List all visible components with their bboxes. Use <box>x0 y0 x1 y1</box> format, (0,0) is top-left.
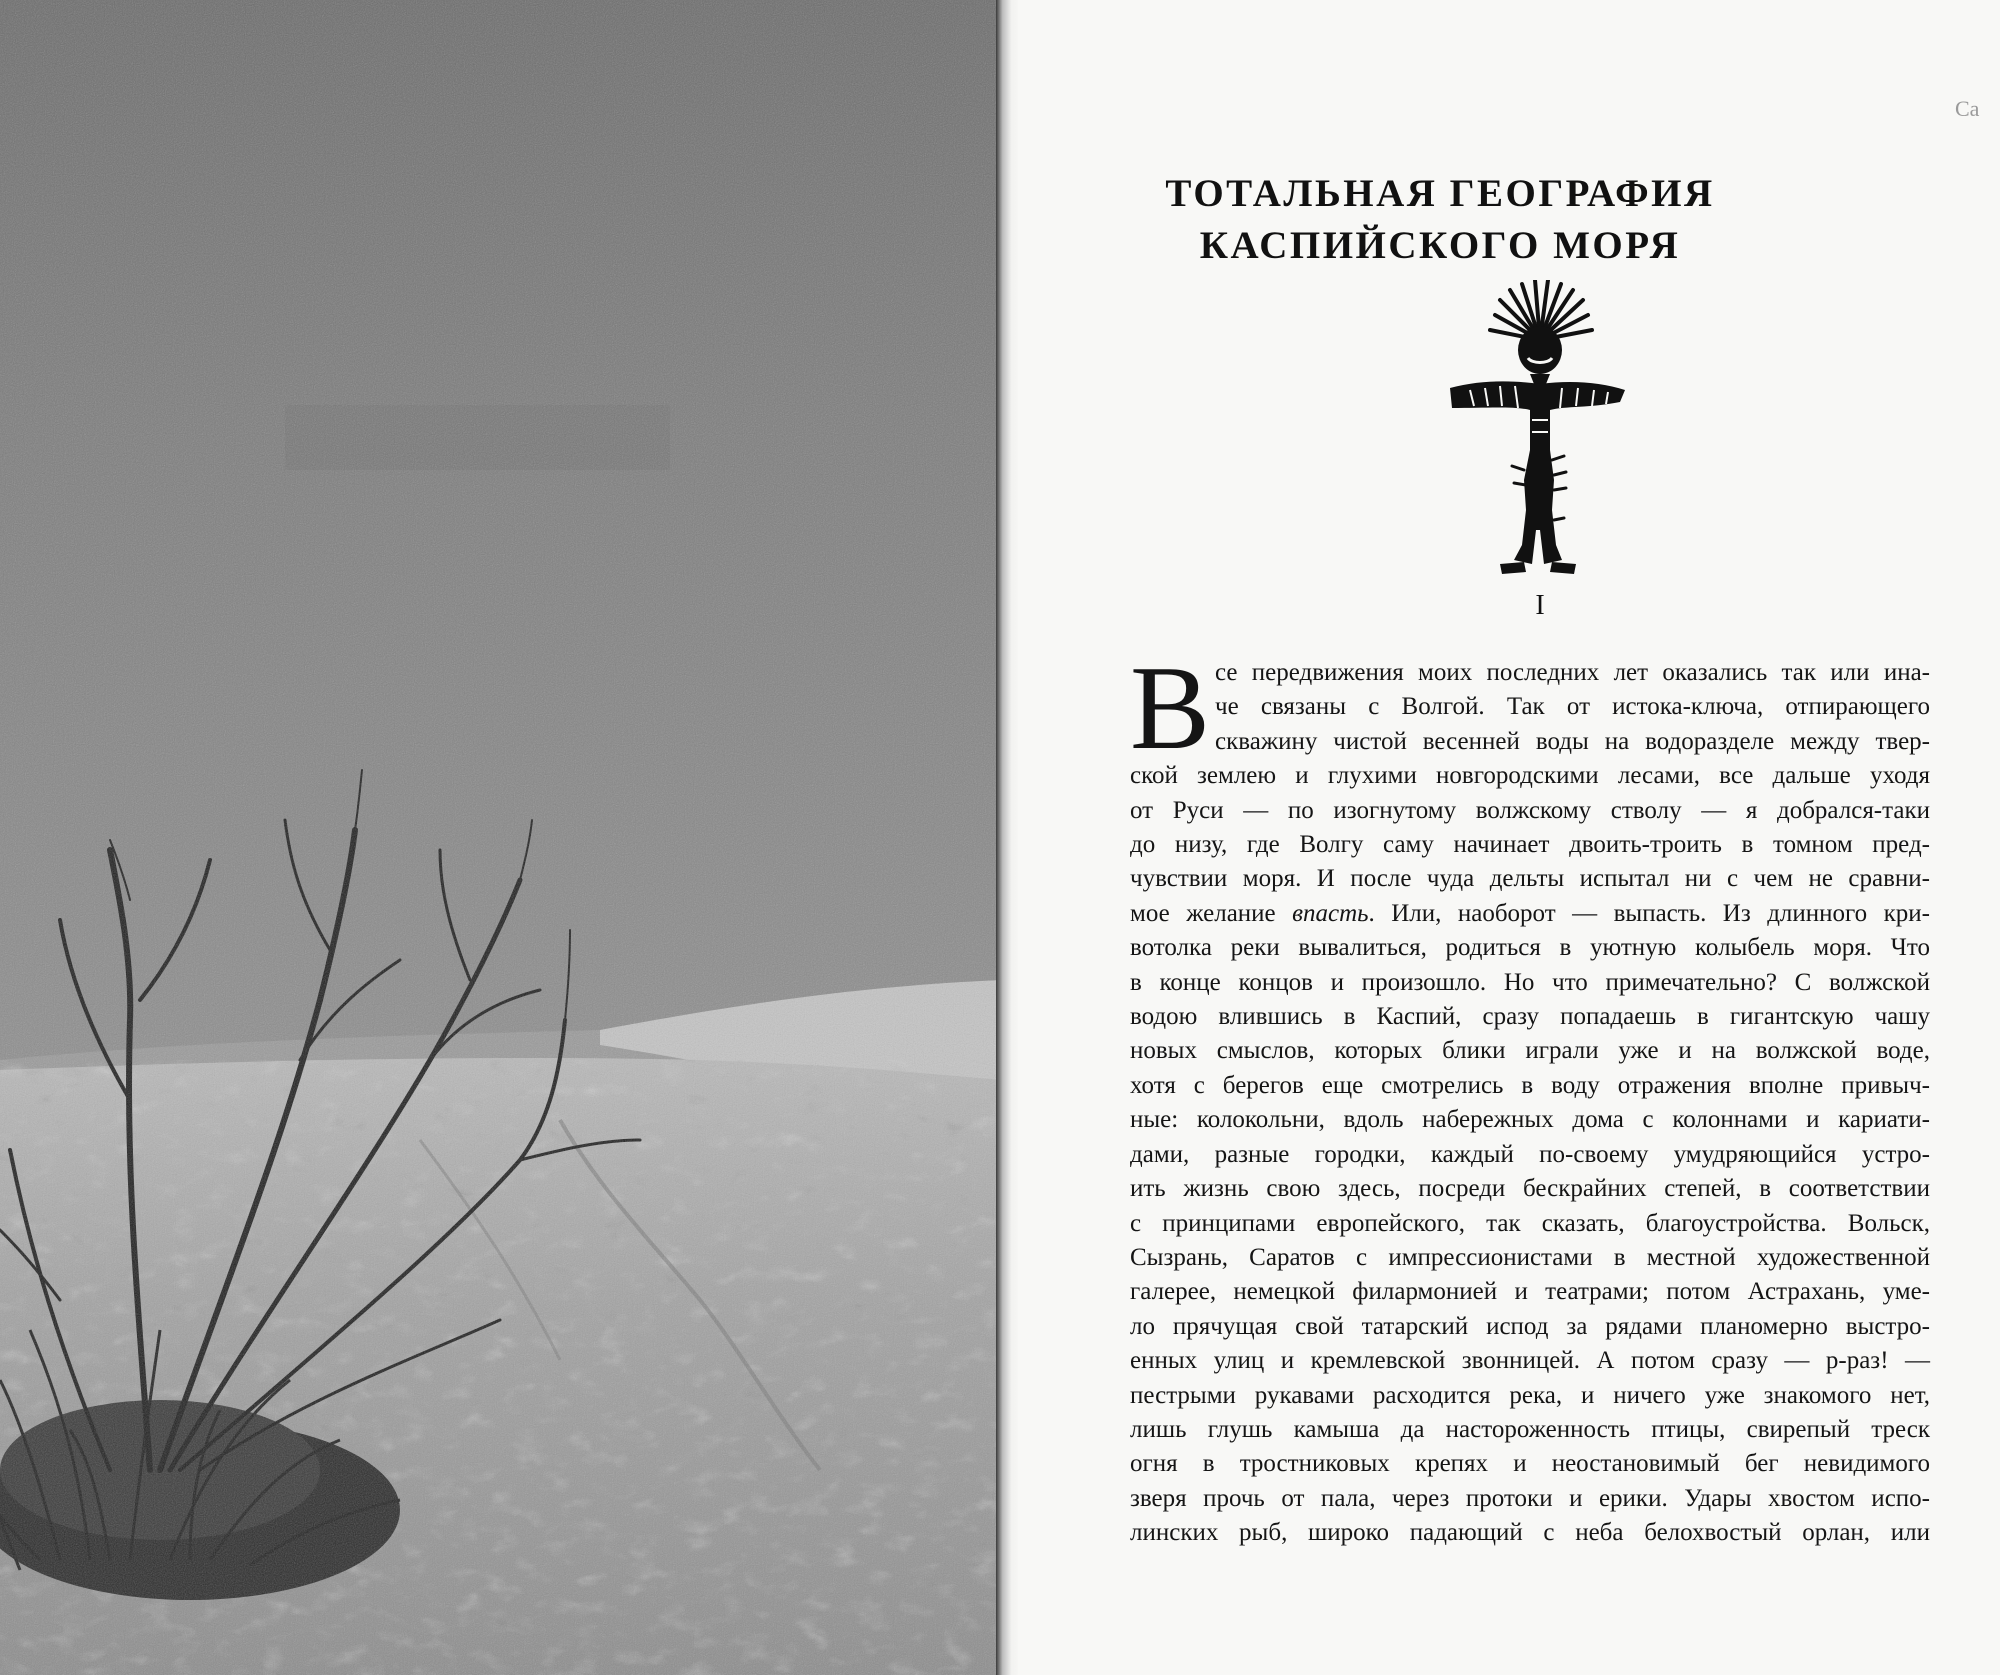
text-line: ло прячущая свой татарский испод за рядами планомерно выстро- <box>1130 1312 1930 1340</box>
text-line: енных улиц и кремлевской звонницей. А потом сразу — р-раз! — <box>1130 1347 1930 1375</box>
text-line: галерее, немецкой филармонией и театрами; потом Астрахань, уме- <box>1130 1278 1930 1306</box>
text-line: ить жизнь свою здесь, посреди бескрайних степей, в соответствии <box>1130 1175 1930 1203</box>
text-line: пестрыми рукавами расходится река, и ничего уже знакомого нет, <box>1130 1381 1930 1409</box>
text-line <box>1130 897 1930 931</box>
drop-cap-letter: В <box>1130 641 1211 774</box>
text-line: огня в тростниковых крепях и неостановимый бег невидимого <box>1130 1450 1930 1478</box>
text-line: чувствии моря. И после чуда дельты испытал ни с чем не сравни- <box>1130 865 1930 893</box>
text-line: ской землею и глухими новгородскими лесами, все дальше уходя <box>1130 762 1930 790</box>
text-line: се передвижения моих последних лет оказались так или ина- <box>1215 659 1930 686</box>
text-line: водою влившись в Каспий, сразу попадаешь в гигантскую чашу <box>1130 1003 1930 1031</box>
text-line: ные: колокольни, вдоль набережных дома с колоннами и кариати- <box>1130 1106 1930 1134</box>
text-line: Сызрань, Саратов с импрессионистами в местной художественной <box>1130 1243 1930 1271</box>
petroglyph-figure-illustration <box>1440 280 1640 600</box>
text-line: лишь глушь камыша да настороженность птицы, свирепый треск <box>1130 1415 1930 1443</box>
text-line: дами, разные городки, каждый по-своему умудряющийся устро- <box>1130 1140 1930 1168</box>
text-line-part: . Или, наоборот — выпасть. Из длинного кри- <box>1368 899 1930 927</box>
body-text <box>1130 641 1930 1551</box>
chapter-number: I <box>1535 590 1545 621</box>
text-line: до низу, где Волгу саму начинает двоить-троить в томном пред- <box>1130 831 1930 859</box>
page-gutter <box>996 0 1018 1675</box>
text-line: скважину чистой весенней воды на водоразделе между твер- <box>1215 727 1930 755</box>
text-line: че связаны с Волгой. Так от истока-ключа, отпирающего <box>1215 693 1930 721</box>
text-line: в конце концов и произошло. Но что примечательно? С волжской <box>1130 968 1930 996</box>
text-line: линских рыб, широко падающий с неба белохвостый орлан, или <box>1130 1519 1930 1547</box>
text-line: с принципами европейского, так сказать, благоустройства. Вольск, <box>1130 1209 1930 1237</box>
text-line: от Руси — по изогнутому волжскому стволу — я добрался-таки <box>1130 796 1930 824</box>
text-line-part: мое желание <box>1130 899 1293 927</box>
text-line: новых смыслов, которых блики играли уже и на волжской воде, <box>1130 1037 1930 1065</box>
page-title-line-1: ТОТАЛЬНАЯ ГЕОГРАФИЯ <box>1165 172 1715 215</box>
text-line: хотя с берегов еще смотрелись в воду отражения вполне привыч- <box>1130 1071 1930 1099</box>
text-line: вотолка реки вывалиться, родиться в уютную колыбель моря. Что <box>1130 934 1930 962</box>
emphasized-word: впасть <box>1292 899 1369 927</box>
text-line: зверя прочь от пала, через протоки и ерики. Удары хвостом испо- <box>1130 1484 1930 1512</box>
page-title <box>1140 168 1740 272</box>
page-title-line-2: КАСПИЙСКОГО МОРЯ <box>1199 224 1681 267</box>
next-page-edge-fragment: Ca <box>1955 96 1980 121</box>
